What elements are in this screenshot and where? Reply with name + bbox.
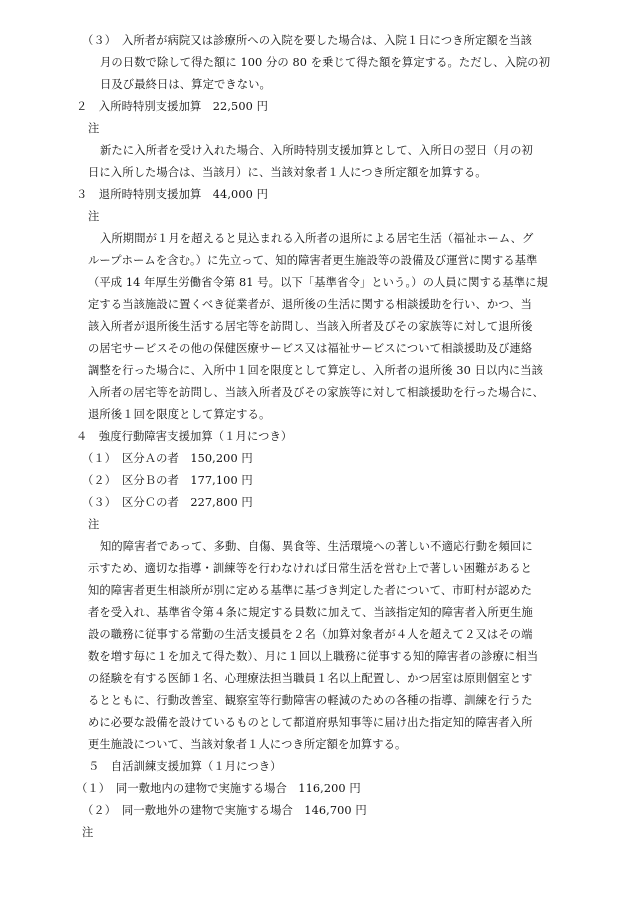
list-item: （２） 区分Ｂの者 177,100 円 (82, 474, 253, 487)
text-line: 者を受入れ、基準省令第４条に規定する員数に加えて、当該指定知的障害者入所更生施 (88, 606, 533, 619)
text-line: 知的障害者更生相談所が別に定める基準に基づき判定した者について、市町村が認めた (88, 584, 533, 597)
list-item: （１） 区分Ａの者 150,200 円 (82, 452, 253, 465)
text-line: 日に入所した場合は、当該月）に、当該対象者１人につき所定額を加算する。 (88, 166, 487, 179)
text-line: めに必要な設備を設けているものとして都道府県知事等に届け出た指定知的障害者入所 (88, 716, 533, 729)
text-line: 該入所者が退所後生活する居宅等を訪問し、当該入所者及びその家族等に対して退所後 (88, 320, 533, 333)
section-heading: ３ 退所時特別支援加算 44,000 円 (76, 188, 268, 201)
text-line: 日及び最終日は、算定できない。 (100, 78, 271, 91)
list-item: 注 (82, 826, 94, 839)
note-label: 注 (88, 518, 100, 531)
text-line: の経験を有する医師１名、心理療法担当職員１名以上配置し、かつ居室は原則個室とす (88, 672, 533, 685)
section-heading: （１） 同一敷地内の建物で実施する場合 116,200 円 (76, 782, 361, 795)
text-line: 設の職務に従事する常勤の生活支援員を２名（加算対象者が４人を超えて２又はその端 (88, 628, 533, 641)
text-line: 更生施設について、当該対象者１人につき所定額を加算する。 (88, 738, 407, 751)
text-line: ５ 自活訓練支援加算（１月につき） (88, 760, 282, 773)
text-line: 知的障害者であって、多動、自傷、異食等、生活環境への著しい不適応行動を頻回に (100, 540, 533, 553)
list-item: （２） 同一敷地外の建物で実施する場合 146,700 円 (82, 804, 367, 817)
text-line: 示すため、適切な指導・訓練等を行わなければ日常生活を営む上で著しい困難があると (88, 562, 533, 575)
text-line: 入所期間が１月を超えると見込まれる入所者の退所による居宅生活（福祉ホーム、グ (100, 232, 534, 245)
note-label: 注 (88, 210, 100, 223)
section-heading: ４ 強度行動障害支援加算（１月につき） (76, 430, 293, 443)
note-label: 注 (88, 122, 100, 135)
text-line: （３） 入所者が病院又は診療所への入院を要した場合は、入院１日につき所定額を当該 (82, 34, 533, 47)
text-line: るとともに、行動改善室、観察室等行動障害の軽減のための各種の指導、訓練を行うた (88, 694, 533, 707)
text-line: 調整を行った場合に、入所中１回を限度として算定し、入所者の退所後 30 日以内に当該 (88, 364, 544, 377)
text-line: ループホームを含む。）に先立って、知的障害者更生施設等の設備及び運営に関する基準 (88, 254, 538, 267)
text-line: 定する当該施設に置くべき従業者が、退所後の生活に関する相談援助を行い、かつ、当 (88, 298, 533, 311)
text-line: 数を増す毎に１を加えて得た数）、月に１回以上職務に従事する知的障害者の診療に相当 (88, 650, 539, 663)
text-line: 退所後１回を限度として算定する。 (88, 408, 271, 421)
section-heading: ２ 入所時特別支援加算 22,500 円 (76, 100, 268, 113)
text-line: （平成 14 年厚生労働省令第 81 号。以下「基準省令」という。）の人員に関する基準に規 (88, 276, 548, 289)
text-line: 入所者の居宅等を訪問し、当該入所者及びその家族等に対して相談援助を行った場合に、 (88, 386, 544, 399)
text-line: の居宅サービスその他の保健医療サービス又は福祉サービスについて相談援助及び連絡 (88, 342, 533, 355)
text-line: 月の日数で除して得た額に 100 分の 80 を乗じて得た額を算定する。ただし、入院の初 (100, 56, 551, 69)
text-line: 新たに入所者を受け入れた場合、入所時特別支援加算として、入所日の翌日（月の初 (100, 144, 533, 157)
list-item: （３） 区分Ｃの者 227,800 円 (82, 496, 253, 509)
